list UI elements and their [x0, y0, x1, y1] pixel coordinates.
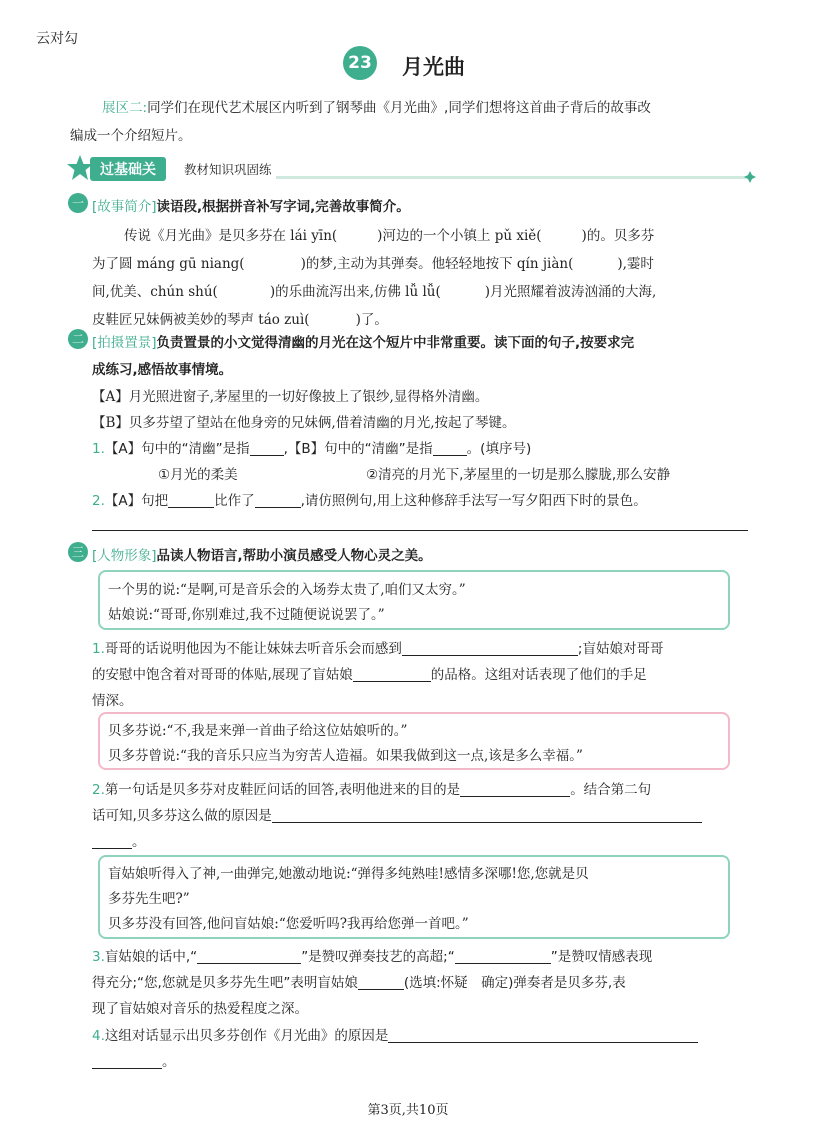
- intro-line1: 同学们在现代艺术展区内听到了钢琴曲《月光曲》,同学们想将这首曲子背后的故事改: [147, 100, 651, 116]
- answer-blank[interactable]: [92, 832, 132, 849]
- answer-blank[interactable]: [272, 806, 702, 823]
- answer-blank[interactable]: [433, 439, 467, 456]
- sentence-a: 【A】月光照进窗子,茅屋里的一切好像披上了银纱,显得格外清幽。: [92, 389, 489, 405]
- answer-blank[interactable]: [358, 973, 404, 990]
- lesson-number-badge: 23: [343, 46, 377, 80]
- question-2-2: 2.【A】句把 比作了 ,请仿照例句,用上这种修辞手法写一写夕阳西下时的景色。: [92, 493, 647, 509]
- section-1-heading: [92, 195, 410, 215]
- section-3-tag: [人物形象]: [92, 548, 157, 564]
- banner-rule: [276, 176, 746, 179]
- sentence-b: 【B】贝多芬望了望站在他身旁的兄妹俩,借着清幽的月光,按起了琴键。: [92, 415, 516, 431]
- answer-blank[interactable]: [388, 1026, 698, 1043]
- answer-line[interactable]: [92, 530, 748, 531]
- question-3-1: 1.哥哥的话说明他因为不能让妹妹去听音乐会而感到 ;盲姑娘对哥哥: [92, 641, 664, 657]
- section-2-instruction: 负责置景的小文觉得清幽的月光在这个短片中非常重要。读下面的句子,按要求完: [156, 335, 635, 351]
- section-1-tag: [故事简介]: [92, 199, 157, 215]
- option-1: ①月光的柔美: [158, 467, 238, 483]
- question-2-1: 1.【A】句中的“清幽”是指 ,【B】句中的“清幽”是指 。(填序号): [92, 441, 532, 457]
- story-line-2: 为了圆 máng gū niang( )的梦,主动为其弹奏。他轻轻地按下 qín jiàn( ),霎时: [92, 256, 654, 272]
- section-3-marker: 三: [68, 542, 88, 562]
- question-3-4: 4.这组对话显示出贝多芬创作《月光曲》的原因是: [92, 1024, 698, 1044]
- page-number: 第3页,共10页: [367, 1103, 449, 1118]
- section-1-marker: 一: [68, 193, 88, 213]
- section-2-heading: [92, 331, 634, 351]
- leaf-icon: [744, 171, 756, 183]
- section-2-tag: [拍摄置景]: [92, 335, 157, 351]
- section-3-instruction: 品读人物语言,帮助小演员感受人物心灵之美。: [156, 548, 432, 564]
- section-2-marker: 二: [68, 329, 88, 349]
- answer-blank[interactable]: [250, 439, 284, 456]
- section-3-heading: [92, 544, 432, 564]
- answer-blank[interactable]: [460, 780, 570, 797]
- answer-blank[interactable]: [455, 947, 551, 964]
- answer-blank[interactable]: [402, 639, 578, 656]
- story-line-4: 皮鞋匠兄妹俩被美妙的琴声 táo zuì( )了。: [92, 312, 388, 328]
- story-line-1: 传说《月光曲》是贝多芬在 lái yīn( )河边的一个小镇上 pǔ xiě( )的。贝多芬: [124, 228, 655, 244]
- section-1-instruction: 读语段,根据拼音补写字词,完善故事简介。: [156, 199, 410, 215]
- dialogue-box-3: 盲姑娘听得入了神,一曲弹完,她激动地说:“弹得多纯熟哇!感情多深哪!您,您就是贝 多芬先生吧?” 贝多芬没有回答,他问盲姑娘:“您爱听吗?我再给您弹一首吧。”: [98, 855, 730, 939]
- lesson-title: 月光曲: [402, 55, 465, 79]
- intro-paragraph: [102, 96, 651, 116]
- banner-subtitle: 教材知识巩固练: [184, 162, 272, 177]
- dialogue-box-2: 贝多芬说:“不,我是来弹一首曲子给这位姑娘听的。” 贝多芬曾说:“我的音乐只应当为穷苦人造福。如果我做到这一点,该是多么幸福。”: [98, 712, 730, 770]
- intro-line2: 编成一个介绍短片。: [70, 128, 192, 144]
- banner-badge: 过基础关: [90, 157, 166, 181]
- intro-label: 展区二:: [102, 100, 148, 116]
- answer-blank[interactable]: [353, 665, 431, 682]
- option-2: ②清亮的月光下,茅屋里的一切是那么朦胧,那么安静: [366, 467, 671, 483]
- section-2-instruction-2: 成练习,感悟故事情境。: [92, 362, 233, 378]
- question-3-3: 3.盲姑娘的话中,“ ”是赞叹弹奏技艺的高超;“ ”是赞叹情感表现: [92, 949, 653, 965]
- question-3-2: 2.第一句话是贝多芬对皮鞋匠问话的回答,表明他进来的目的是 。结合第二句: [92, 782, 652, 798]
- story-line-3: 间,优美、chún shú( )的乐曲流泻出来,仿佛 lǚ lǚ( )月光照耀着波涛汹涌的大海,: [92, 284, 657, 300]
- brand-logo: 云对勾: [36, 31, 78, 47]
- answer-blank[interactable]: [255, 491, 301, 508]
- answer-blank[interactable]: [92, 1052, 162, 1069]
- answer-blank[interactable]: [197, 947, 301, 964]
- answer-blank[interactable]: [168, 491, 214, 508]
- dialogue-box-1: 一个男的说:“是啊,可是音乐会的入场券太贵了,咱们又太穷。” 姑娘说:“哥哥,你别难过,我不过随便说说罢了。”: [98, 570, 730, 630]
